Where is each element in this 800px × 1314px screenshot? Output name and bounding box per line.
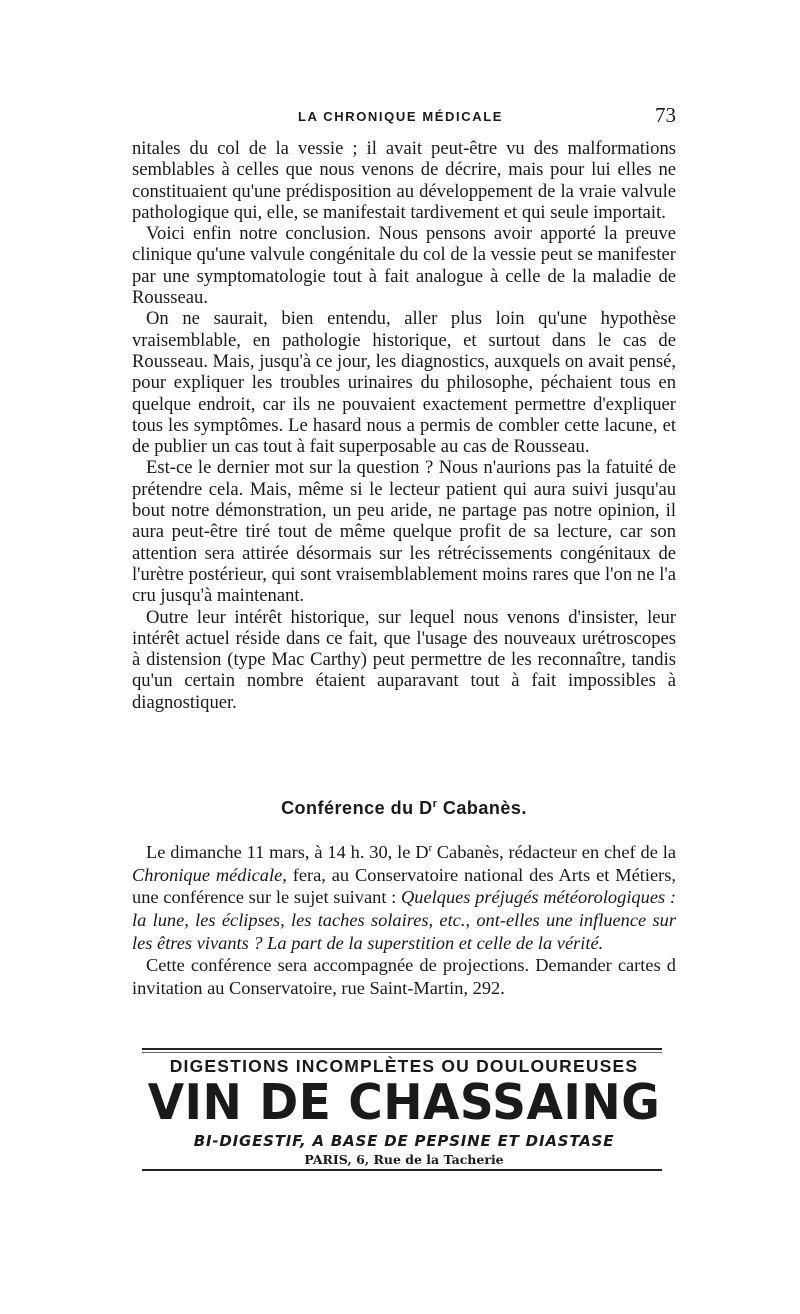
announcement-paragraph: Cette conférence sera accompagnée de projections. Demander cartes d invitation au Conservatoire, rue Saint-Martin, 292. [132,955,676,998]
ad-rule [142,1048,662,1050]
conference-heading-pre: Conférence du D [281,798,433,818]
ad-tagline: DIGESTIONS INCOMPLÈTES OU DOULOUREUSES [169,1056,639,1076]
ad-address: PARIS, 6, Rue de la Tacherie [304,1152,504,1167]
lecture-subject: Quelques préjugés météorologiques : la lune, les éclipses, les taches solaires, etc., ont-elles une influence sur les êtres vivants ? La part de la superstition et celle de la vérité. [132,887,676,953]
article-paragraph: Voici enfin notre conclusion. Nous pensons avoir apporté la preuve clinique qu'une valvule congénitale du col de la vessie peut se manifester par une symptomatologie tout à fait analogue à celle de la maladie de Rousseau. [132,223,676,309]
advertisement [132,1040,676,1170]
running-head [128,103,676,133]
conference-heading-sup: r [432,798,438,810]
conference-announcement [132,838,676,999]
announcement-paragraph [132,838,676,954]
ad-brand: VIN DE CHASSAING [147,1073,661,1132]
page-number: 73 [655,103,676,127]
ad-rule [142,1052,662,1053]
announcement-text: , fera, au Conservatoire national des Arts et Métiers, une conférence sur le sujet suivant : [132,864,676,908]
article-body [132,138,676,713]
conference-heading [132,798,676,819]
running-title: LA CHRONIQUE MÉDICALE [298,109,504,124]
ad-description: BI-DIGESTIF, A BASE DE PEPSINE ET DIASTASE [193,1132,615,1150]
conference-heading-post: Cabanès. [437,798,527,818]
article-paragraph: On ne saurait, bien entendu, aller plus loin qu'une hypothèse vraisemblable, en pathologie historique, et surtout dans le cas de Rousseau. Mais, jusqu'à ce jour, les diagnostics, auxquels on avait pensé, pour expliquer les troubles urinaires du philosophe, péchaient tous en quelque endroit, car ils ne pouvaient exactement permettre d'expliquer tous les symptômes. Le hasard nous a permis de combler cette lacune, et de publier un cas tout à fait superposable au cas de Rousseau. [132,308,676,458]
article-paragraph: Outre leur intérêt historique, sur lequel nous venons d'insister, leur intérêt actuel réside dans ce fait, que l'usage des nouveaux urétroscopes à distension (type Mac Carthy) peut permettre de les reconnaître, tandis qu'un certain nombre étaient auparavant tout à fait impossibles à diagnostiquer. [132,606,676,713]
announcement-text: Le dimanche 11 mars, à 14 h. 30, le D [146,842,429,863]
article-paragraph: Est-ce le dernier mot sur la question ? Nous n'aurions pas la fatuité de prétendre cela. Mais, même si le lecteur patient qui aura suivi jusqu'au bout notre démonstration, un peu aride, ne partage pas notre opinion, il aura peut-être tiré tout de même quelque profit de sa lecture, car son attention sera attirée désormais sur les rétrécissements congénitaux de l'urètre postérieur, qui sont vraisemblablement moins rares que l'on ne l'a cru jusqu'à maintenant. [132,457,676,607]
journal-title: Chronique médicale [132,864,283,885]
article-paragraph: nitales du col de la vessie ; il avait peut-être vu des malformations semblables à celles que nous venons de décrire, mais pour lui elles ne constituaient qu'une prédisposition au développement de la vraie valvule pathologique qui, elle, se manifestait tardivement et qui seule importait. [132,138,676,223]
announcement-sup: r [428,843,432,854]
ad-rule [142,1169,662,1171]
announcement-text: Cabanès, rédacteur en chef de la [431,842,676,863]
